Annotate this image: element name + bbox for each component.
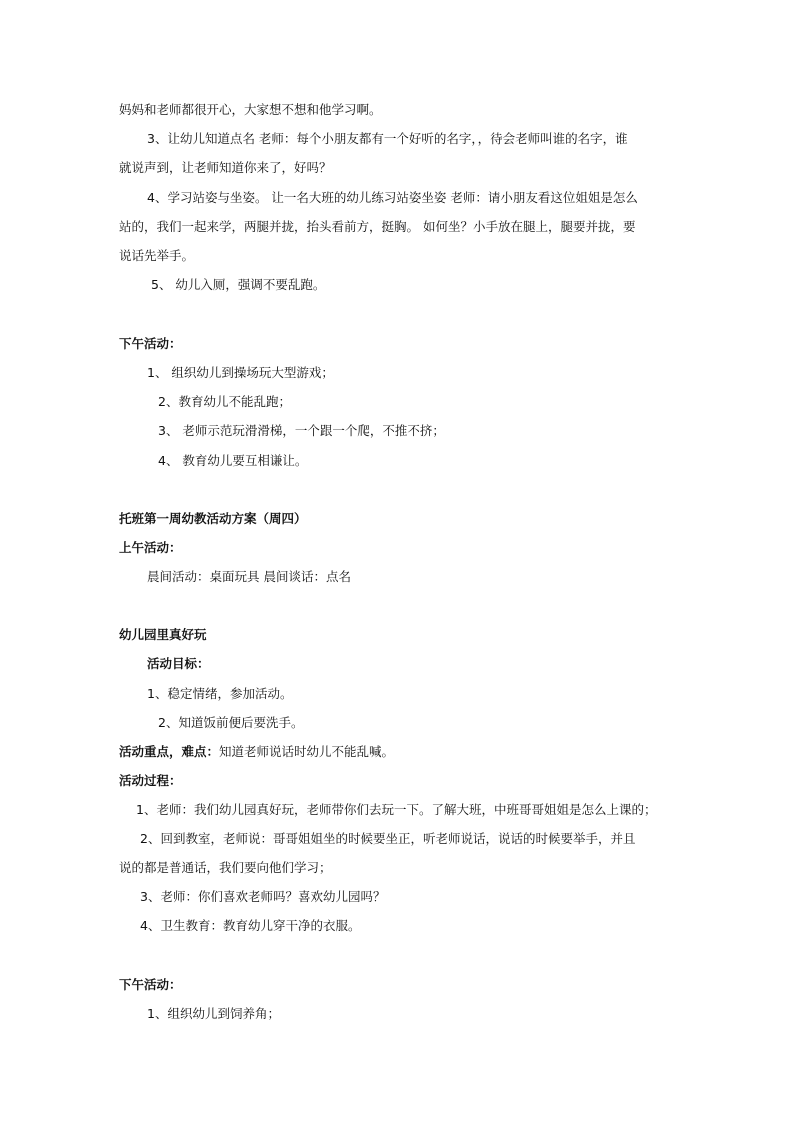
- activity-title: 幼儿园里真好玩: [119, 627, 207, 642]
- text-line: 说话先举手。: [119, 248, 195, 263]
- key-points-label: 活动重点，难点：: [119, 744, 220, 759]
- section-heading: 活动目标：: [147, 656, 210, 671]
- section-heading: 上午活动：: [119, 540, 182, 555]
- text-line: 5、 幼儿入厕，强调不要乱跑。: [151, 277, 326, 292]
- list-item: 2、教育幼儿不能乱跑；: [158, 394, 291, 409]
- list-item: 3、老师：你们喜欢老师吗？喜欢幼儿园吗？: [140, 889, 386, 904]
- text-line: 就说声到，让老师知道你来了，好吗？: [119, 160, 332, 175]
- text-line: 4、学习站姿与坐姿。 让一名大班的幼儿练习站姿坐姿 老师：请小朋友看这位姐姐是怎么: [147, 190, 638, 205]
- list-item: 4、 教育幼儿要互相谦让。: [158, 453, 308, 468]
- list-item: 3、 老师示范玩滑滑梯，一个跟一个爬，不推不挤；: [158, 423, 445, 438]
- key-points-text: 知道老师说话时幼儿不能乱喊。: [219, 744, 395, 759]
- section-heading: 下午活动：: [119, 977, 182, 992]
- plan-title: 托班第一周幼教活动方案（周四）: [119, 511, 307, 526]
- text-line: 站的，我们一起来学，两腿并拢，抬头看前方，挺胸。 如何坐？小手放在腿上，腿要并拢，要: [119, 219, 636, 234]
- section-heading: 活动过程：: [119, 773, 182, 788]
- list-item: 2、回到教室，老师说：哥哥姐姐坐的时候要坐正，听老师说话，说话的时候要举手，并且: [140, 831, 636, 846]
- list-item: 1、老师：我们幼儿园真好玩，老师带你们去玩一下。了解大班，中班哥哥姐姐是怎么上课的；: [136, 802, 657, 817]
- list-item: 1、稳定情绪，参加活动。: [147, 686, 293, 701]
- text-line: 说的都是普通话，我们要向他们学习；: [119, 860, 332, 875]
- text-line: 晨间活动：桌面玩具 晨间谈话：点名: [147, 569, 351, 584]
- text-line: 3、让幼儿知道点名 老师：每个小朋友都有一个好听的名字，，待会老师叫谁的名字，谁: [147, 131, 628, 146]
- text-line: 妈妈和老师都很开心，大家想不想和他学习啊。: [119, 102, 382, 117]
- list-item: 1、组织幼儿到饲养角；: [147, 1006, 280, 1021]
- section-heading: 下午活动：: [119, 336, 182, 351]
- list-item: 1、 组织幼儿到操场玩大型游戏；: [147, 365, 334, 380]
- list-item: 4、卫生教育：教育幼儿穿干净的衣服。: [140, 918, 361, 933]
- key-points-line: [119, 744, 394, 760]
- list-item: 2、知道饭前便后要洗手。: [158, 715, 304, 730]
